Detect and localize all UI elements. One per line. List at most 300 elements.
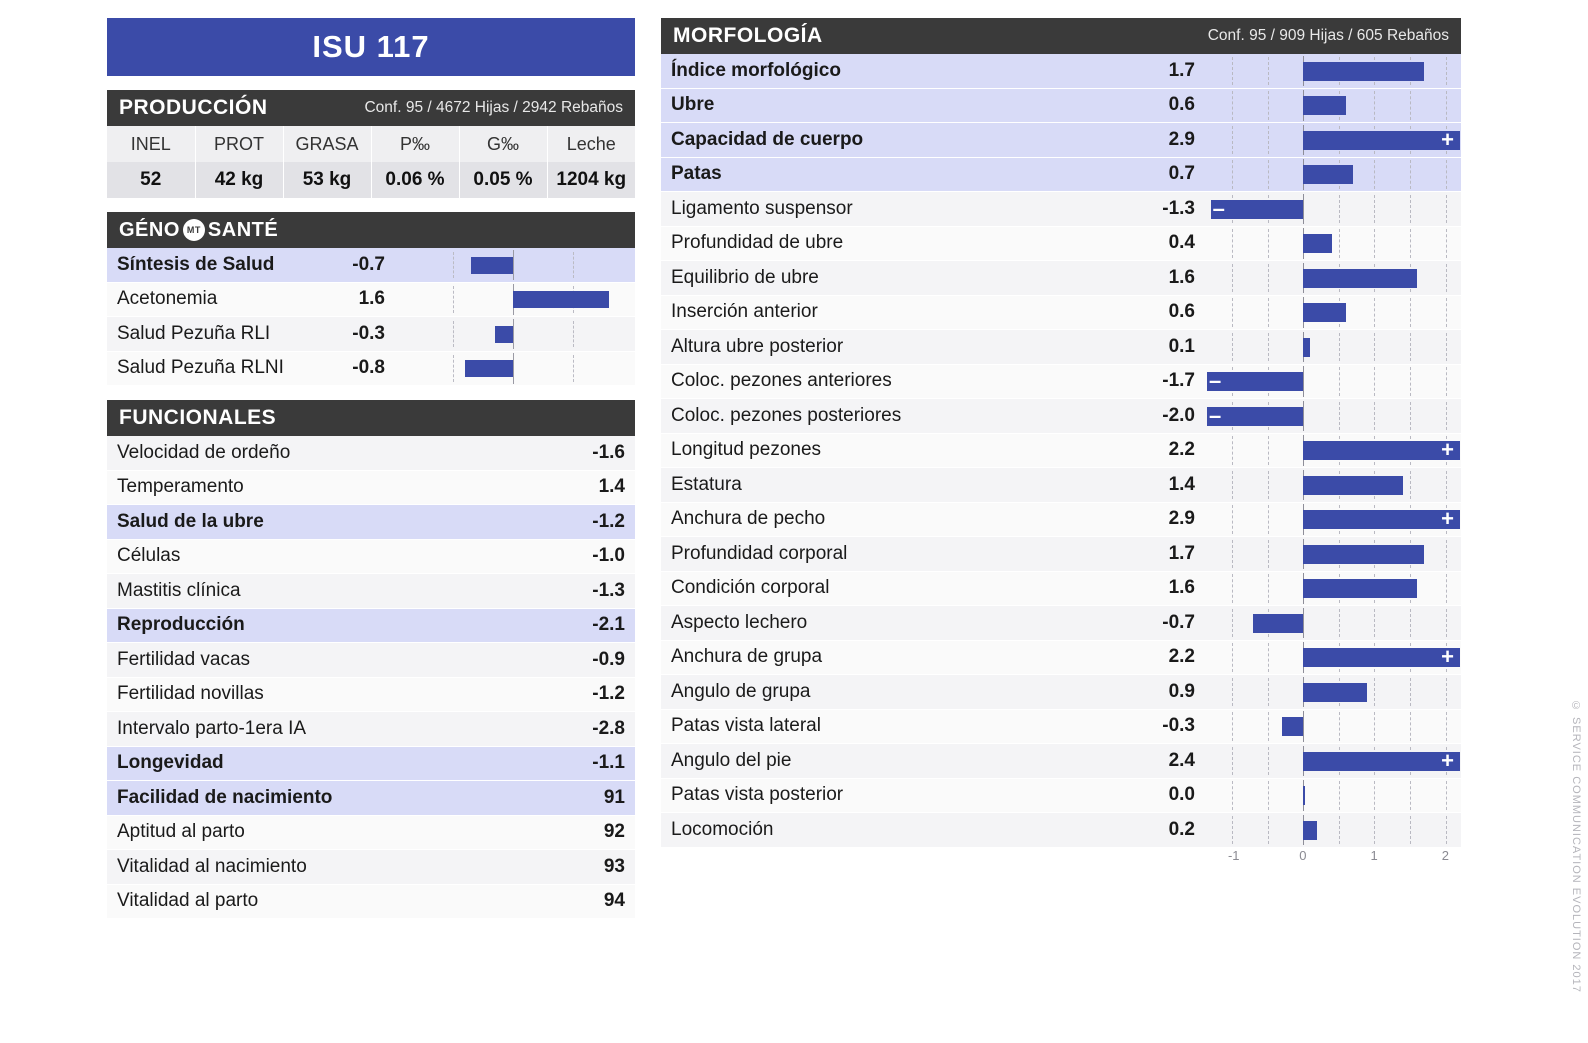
gridline: [1268, 160, 1269, 189]
geno-sante-row: [107, 317, 635, 352]
funcionales-row: [107, 643, 635, 678]
geno-sante-row-bar-chart: [393, 248, 633, 283]
morfologia-row: [661, 192, 1461, 227]
morfologia-row-bar-chart: [1207, 502, 1460, 537]
geno-sante-row-label: Salud Pezuña RLNI: [117, 357, 284, 379]
morfologia-row: [661, 779, 1461, 814]
morfologia-row: [661, 89, 1461, 124]
geno-sante-row: [107, 283, 635, 318]
gridline: [1410, 195, 1411, 224]
gridline: [1446, 781, 1447, 810]
morfologia-row-bar-chart: [1207, 744, 1460, 779]
funcionales-row-value: -0.9: [592, 648, 625, 670]
credit-text: © SERVICE COMMUNICATION EVOLUTION 2017: [1570, 700, 1582, 993]
morfologia-row-value: -0.7: [1162, 611, 1195, 633]
value-bar: [1303, 683, 1367, 702]
morfologia-row-label: Equilibrio de ubre: [671, 266, 819, 288]
gridline: [1446, 609, 1447, 638]
gridline: [1268, 333, 1269, 362]
value-bar: [465, 360, 513, 377]
gridline: [1410, 160, 1411, 189]
gridline: [1268, 298, 1269, 327]
gridline: [1268, 229, 1269, 258]
gridline: [1268, 436, 1269, 465]
morfologia-row-value: 1.7: [1168, 59, 1195, 81]
funcionales-block: [107, 400, 635, 919]
morfologia-row-bar-chart: [1207, 709, 1460, 744]
morfologia-row-value: 0.0: [1168, 784, 1195, 806]
gridline: [1446, 816, 1447, 845]
funcionales-row: [107, 540, 635, 575]
value-bar: [1303, 579, 1417, 598]
funcionales-row-label: Intervalo parto-1era IA: [117, 717, 307, 739]
morfologia-row: [661, 641, 1461, 676]
morfologia-row: [661, 434, 1461, 469]
geno-sante-logo: [119, 219, 278, 242]
gridline: [1446, 298, 1447, 327]
value-bar: [1303, 165, 1353, 184]
value-bar: [1303, 269, 1417, 288]
geno-logo-left: GÉNO: [119, 218, 180, 241]
produccion-value: 42 kg: [195, 162, 283, 198]
produccion-col-header: G‰: [459, 126, 547, 162]
funcionales-row-label: Salud de la ubre: [117, 510, 264, 532]
axis-tick-label: 1: [1370, 847, 1378, 863]
morfologia-row: [661, 296, 1461, 331]
gridline: [1339, 816, 1340, 845]
produccion-meta: Conf. 95 / 4672 Hijas / 2942 Rebaños: [364, 99, 623, 116]
value-bar: [1303, 476, 1403, 495]
funcionales-row: [107, 781, 635, 816]
geno-sante-row-bar-chart: [393, 351, 633, 386]
gridline: [1374, 229, 1375, 258]
morfologia-row-label: Angulo de grupa: [671, 680, 811, 702]
morfologia-row-value: 2.9: [1168, 128, 1195, 150]
morfologia-row-value: 0.7: [1168, 163, 1195, 185]
morfologia-row-value: 1.4: [1168, 473, 1195, 495]
gridline: [1446, 333, 1447, 362]
value-bar: [1303, 96, 1346, 115]
produccion-col-header: INEL: [107, 126, 195, 162]
morfologia-row-value: 1.6: [1168, 577, 1195, 599]
produccion-value: 0.06 %: [371, 162, 459, 198]
gridline: [1374, 712, 1375, 741]
gridline: [1374, 160, 1375, 189]
gridline: [1339, 609, 1340, 638]
gridline: [1232, 609, 1233, 638]
value-bar: [1303, 338, 1310, 357]
produccion-col-header: P‰: [371, 126, 459, 162]
gridline: [1268, 126, 1269, 155]
funcionales-row: [107, 885, 635, 920]
gridline: [1268, 643, 1269, 672]
geno-sante-row-value: -0.8: [352, 357, 385, 379]
gridline: [1232, 540, 1233, 569]
funcionales-row: [107, 505, 635, 540]
morfologia-row-label: Longitud pezones: [671, 439, 822, 461]
gridline: [1410, 712, 1411, 741]
funcionales-header: [107, 400, 635, 436]
gridline: [1268, 574, 1269, 603]
produccion-title: PRODUCCIÓN: [119, 96, 268, 119]
geno-sante-rows: [107, 248, 635, 386]
gridline: [1268, 505, 1269, 534]
gridline: [1232, 229, 1233, 258]
gridline: [1268, 471, 1269, 500]
left-column: [107, 18, 635, 919]
morfologia-row-label: Locomoción: [671, 818, 774, 840]
value-bar: [1303, 126, 1460, 152]
zero-line: [1303, 401, 1304, 432]
gridline: [1232, 643, 1233, 672]
morfologia-row-label: Profundidad corporal: [671, 542, 848, 564]
geno-sante-row-label: Salud Pezuña RLI: [117, 322, 271, 344]
funcionales-row-label: Vitalidad al nacimiento: [117, 855, 307, 877]
gridline: [1232, 471, 1233, 500]
funcionales-row-label: Temperamento: [117, 476, 244, 498]
axis-tick-label: 2: [1441, 847, 1449, 863]
funcionales-title: FUNCIONALES: [119, 406, 277, 429]
morfologia-row-value: 2.2: [1168, 646, 1195, 668]
produccion-table: [107, 126, 635, 198]
value-bar: [1303, 786, 1305, 805]
morfologia-row-label: Patas: [671, 163, 722, 185]
gridline: [1268, 678, 1269, 707]
morfologia-row: [661, 330, 1461, 365]
morfologia-row-value: -0.3: [1162, 715, 1195, 737]
clipped-minus-icon: –: [1212, 195, 1225, 221]
morfologia-row-bar-chart: [1207, 813, 1460, 848]
zero-line: [1303, 194, 1304, 225]
morfologia-row-bar-chart: [1207, 226, 1460, 261]
right-column: [661, 18, 1461, 872]
geno-sante-row-label: Síntesis de Salud: [117, 253, 275, 275]
gridline: [1232, 816, 1233, 845]
morfologia-row-label: Índice morfológico: [671, 59, 841, 81]
isu-label: ISU 117: [312, 29, 430, 64]
axis-tick-label: 0: [1299, 847, 1307, 863]
funcionales-row-label: Aptitud al parto: [117, 821, 245, 843]
value-bar: [1303, 545, 1424, 564]
morfologia-row-value: 0.1: [1168, 335, 1195, 357]
morfologia-row: [661, 261, 1461, 296]
gridline: [1232, 264, 1233, 293]
funcionales-row: [107, 471, 635, 506]
axis-tick-label: -1: [1227, 847, 1240, 863]
gridline: [1374, 333, 1375, 362]
gridline: [1268, 57, 1269, 86]
morfologia-row-bar-chart: [1207, 88, 1460, 123]
clipped-plus-icon: +: [1441, 506, 1454, 531]
morfologia-row-label: Anchura de pecho: [671, 508, 826, 530]
gridline: [1446, 471, 1447, 500]
value-bar: [495, 326, 513, 343]
produccion-block: [107, 90, 635, 198]
morfologia-row: [661, 744, 1461, 779]
clipped-plus-icon: +: [1441, 126, 1454, 152]
funcionales-row-value: -1.3: [592, 579, 625, 601]
morfologia-row-value: 0.6: [1168, 301, 1195, 323]
produccion-col-header: PROT: [195, 126, 283, 162]
morfologia-row-value: -1.7: [1162, 370, 1195, 392]
funcionales-row-label: Facilidad de nacimiento: [117, 786, 333, 808]
gridline: [1232, 678, 1233, 707]
gridline: [1374, 91, 1375, 120]
gridline: [1446, 678, 1447, 707]
produccion-value: 0.05 %: [459, 162, 547, 198]
value-bar: [1303, 234, 1332, 253]
gridline: [573, 355, 575, 382]
produccion-value: 53 kg: [283, 162, 371, 198]
gridline: [1410, 333, 1411, 362]
gridline: [1446, 160, 1447, 189]
gridline: [1446, 229, 1447, 258]
produccion-value: 52: [107, 162, 195, 198]
funcionales-row: [107, 609, 635, 644]
funcionales-row: [107, 816, 635, 851]
morfologia-row-bar-chart: [1207, 157, 1460, 192]
gridline: [1374, 609, 1375, 638]
morfologia-row-label: Condición corporal: [671, 577, 830, 599]
clipped-minus-icon: –: [1209, 402, 1222, 428]
geno-sante-row-value: -0.3: [352, 322, 385, 344]
funcionales-row-value: -2.8: [592, 717, 625, 739]
zero-line: [513, 319, 514, 350]
morfologia-row: [661, 365, 1461, 400]
gridline: [1374, 781, 1375, 810]
funcionales-row-value: 94: [603, 890, 625, 912]
funcionales-row-value: -1.2: [592, 510, 625, 532]
morfologia-row: [661, 54, 1461, 89]
gridline: [1446, 91, 1447, 120]
morfologia-row-label: Profundidad de ubre: [671, 232, 844, 254]
value-bar: [513, 291, 609, 308]
funcionales-row: [107, 850, 635, 885]
morfologia-row: [661, 468, 1461, 503]
funcionales-row-value: -2.1: [592, 614, 625, 636]
morfologia-meta: Conf. 95 / 909 Hijas / 605 Rebaños: [1207, 27, 1449, 44]
gridline: [1339, 712, 1340, 741]
funcionales-row-value: 91: [603, 786, 625, 808]
gridline: [1268, 91, 1269, 120]
morfologia-row-label: Inserción anterior: [671, 301, 818, 323]
value-bar: [1207, 402, 1303, 428]
geno-sante-row: [107, 352, 635, 387]
produccion-value-row: [107, 162, 635, 198]
morfologia-axis: [1207, 848, 1460, 872]
gridline: [1410, 402, 1411, 431]
gridline: [1339, 333, 1340, 362]
funcionales-row: [107, 747, 635, 782]
geno-sante-header: [107, 212, 635, 248]
morfologia-row-bar-chart: [1207, 537, 1460, 572]
morfologia-row: [661, 503, 1461, 538]
gridline: [1232, 781, 1233, 810]
gridline: [1374, 402, 1375, 431]
zero-line: [513, 353, 514, 384]
funcionales-row-value: 1.4: [598, 476, 625, 498]
morfologia-row-value: -2.0: [1162, 404, 1195, 426]
gridline: [1410, 471, 1411, 500]
gridline: [1232, 333, 1233, 362]
produccion-col-header: Leche: [547, 126, 635, 162]
funcionales-rows: [107, 436, 635, 919]
gridline: [1446, 402, 1447, 431]
geno-sante-row: [107, 248, 635, 283]
gridline: [1268, 540, 1269, 569]
gridline: [1446, 540, 1447, 569]
morfologia-row-value: 1.6: [1168, 266, 1195, 288]
value-bar: [1303, 62, 1424, 81]
funcionales-row-label: Velocidad de ordeño: [117, 441, 291, 463]
produccion-header-row: [107, 126, 635, 162]
gridline: [1446, 57, 1447, 86]
funcionales-row-label: Células: [117, 545, 181, 567]
gridline: [1232, 505, 1233, 534]
value-bar: [1303, 747, 1460, 773]
gridline: [1374, 298, 1375, 327]
morfologia-row: [661, 606, 1461, 641]
gridline: [1410, 229, 1411, 258]
morfologia-row: [661, 537, 1461, 572]
value-bar: [1303, 644, 1460, 669]
geno-sante-row-bar-chart: [393, 317, 633, 352]
funcionales-row-label: Vitalidad al parto: [117, 890, 259, 912]
gridline: [1232, 747, 1233, 776]
morfologia-row-label: Coloc. pezones posteriores: [671, 404, 902, 426]
gridline: [573, 252, 575, 279]
funcionales-row: [107, 436, 635, 471]
morfologia-row-label: Estatura: [671, 473, 742, 495]
gridline: [1268, 816, 1269, 845]
funcionales-row-value: -1.1: [592, 752, 625, 774]
morfologia-row-bar-chart: [1207, 433, 1460, 468]
morfologia-row-value: 0.2: [1168, 818, 1195, 840]
gridline: [1446, 264, 1447, 293]
funcionales-row: [107, 712, 635, 747]
gridline: [1232, 436, 1233, 465]
gridline: [1232, 126, 1233, 155]
zero-line: [1303, 711, 1304, 742]
gridline: [1339, 367, 1340, 396]
gridline: [1339, 195, 1340, 224]
produccion-header: [107, 90, 635, 126]
morfologia-row-value: 0.9: [1168, 680, 1195, 702]
gridline: [1232, 712, 1233, 741]
morfologia-row-label: Coloc. pezones anteriores: [671, 370, 892, 392]
funcionales-row-value: -1.2: [592, 683, 625, 705]
morfologia-row: [661, 123, 1461, 158]
value-bar: [1303, 821, 1317, 840]
value-bar: [1303, 303, 1346, 322]
gridline: [1232, 91, 1233, 120]
morfologia-row-value: 2.9: [1168, 508, 1195, 530]
geno-logo-dot-icon: MT: [183, 219, 205, 241]
clipped-plus-icon: +: [1441, 437, 1454, 462]
morfologia-row: [661, 158, 1461, 193]
morfologia-row-bar-chart: [1207, 399, 1460, 434]
geno-logo-right: SANTÉ: [207, 218, 279, 241]
morfologia-row-label: Angulo del pie: [671, 749, 792, 771]
morfologia-row-value: 2.4: [1168, 749, 1195, 771]
isu-banner: [107, 18, 635, 76]
geno-sante-row-bar-chart: [393, 282, 633, 317]
morfologia-row-bar-chart: [1207, 123, 1460, 158]
gridline: [1446, 712, 1447, 741]
gridline: [453, 321, 455, 348]
morfologia-row-bar-chart: [1207, 640, 1460, 675]
morfologia-row: [661, 675, 1461, 710]
funcionales-row-label: Mastitis clínica: [117, 579, 241, 601]
gridline: [1410, 609, 1411, 638]
gridline: [1339, 402, 1340, 431]
zero-line: [1303, 608, 1304, 639]
geno-sante-row-label: Acetonemia: [117, 288, 218, 310]
gridline: [453, 286, 455, 313]
morfologia-row-bar-chart: [1207, 571, 1460, 606]
gridline: [1374, 367, 1375, 396]
funcionales-row-value: -1.6: [592, 441, 625, 463]
gridline: [1232, 57, 1233, 86]
value-bar: [1303, 506, 1460, 531]
gridline: [1410, 367, 1411, 396]
gridline: [1339, 781, 1340, 810]
morfologia-row-bar-chart: [1207, 675, 1460, 710]
gridline: [1410, 781, 1411, 810]
gridline: [1374, 678, 1375, 707]
clipped-plus-icon: +: [1441, 644, 1454, 669]
morfologia-title: MORFOLOGÍA: [673, 24, 823, 47]
morfologia-row-value: 1.7: [1168, 542, 1195, 564]
morfologia-header: [661, 18, 1461, 54]
gridline: [1268, 747, 1269, 776]
morfologia-row: [661, 813, 1461, 848]
gridline: [1446, 195, 1447, 224]
gridline: [1232, 160, 1233, 189]
morfologia-row-bar-chart: [1207, 606, 1460, 641]
value-bar: [1303, 437, 1460, 462]
gridline: [1446, 367, 1447, 396]
funcionales-row-label: Fertilidad novillas: [117, 683, 264, 705]
morfologia-rows: [661, 54, 1461, 848]
morfologia-row-label: Altura ubre posterior: [671, 335, 844, 357]
morfologia-row-bar-chart: [1207, 468, 1460, 503]
gridline: [1268, 712, 1269, 741]
value-bar: [1282, 717, 1303, 736]
value-bar: [471, 257, 513, 274]
clipped-minus-icon: –: [1209, 368, 1222, 393]
morfologia-row-label: Ligamento suspensor: [671, 197, 853, 219]
gridline: [1268, 264, 1269, 293]
produccion-value: 1204 kg: [547, 162, 635, 198]
morfologia-row: [661, 710, 1461, 745]
gridline: [1339, 229, 1340, 258]
geno-sante-row-value: -0.7: [352, 253, 385, 275]
gridline: [1232, 298, 1233, 327]
morfologia-row-bar-chart: [1207, 54, 1460, 89]
gridline: [573, 321, 575, 348]
gridline: [453, 252, 455, 279]
gridline: [1374, 816, 1375, 845]
funcionales-row-label: Reproducción: [117, 614, 245, 636]
morfologia-row-bar-chart: [1207, 261, 1460, 296]
morfologia-row: [661, 227, 1461, 262]
morfologia-row-value: 2.2: [1168, 439, 1195, 461]
clipped-plus-icon: +: [1441, 747, 1454, 773]
morfologia-row-label: Anchura de grupa: [671, 646, 823, 668]
funcionales-row-label: Longevidad: [117, 752, 224, 774]
morfologia-row-label: Capacidad de cuerpo: [671, 128, 864, 150]
